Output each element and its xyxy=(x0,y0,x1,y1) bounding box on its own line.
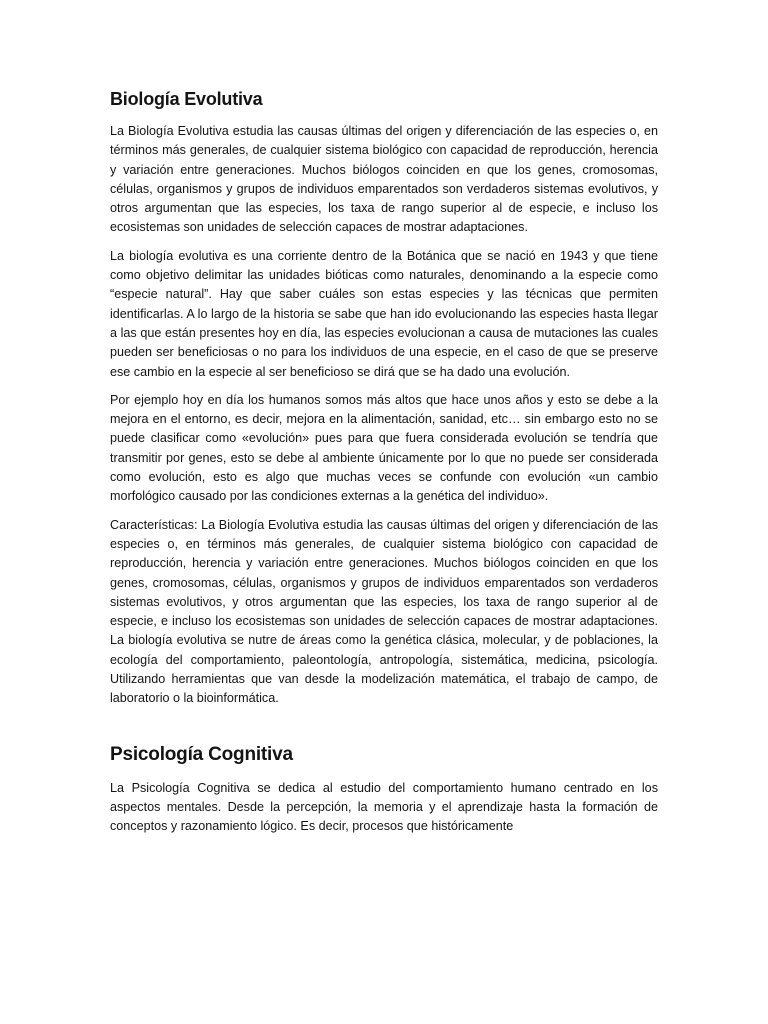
paragraph: La Biología Evolutiva estudia las causas últimas del origen y diferenciación de las especies o, en términos más generales, de cualquier sistema biológico con capacidad de reproducción, herencia y variación entre generaciones. Muchos biólogos coinciden en que los genes, cromosomas, células, organismos y grupos de individuos emparentados son verdaderos sistemas evolutivos, y otros argumentan que las especies, los taxa de rango superior al de especie, e incluso los ecosistemas son unidades de selección capaces de mostrar adaptaciones. xyxy=(110,124,658,235)
section-heading-psicologia-cognitiva: Psicología Cognitiva xyxy=(110,743,293,765)
paragraph: Por ejemplo hoy en día los humanos somos más altos que hace unos años y esto se debe a la mejora en el entorno, es decir, mejora en la alimentación, sanidad, etc… sin embargo esto no se puede clasificar como «evolución» pues para que fuera considerada evolución se tendría que transmitir por genes, esto se debe al ambiente únicamente por lo que no puede ser considerada como evolución, esto es algo que muchas veces se confunde con evolución «un cambio morfológico causado por las condiciones externas a la genética del individuo». xyxy=(110,392,658,504)
paragraph: Características: La Biología Evolutiva estudia las causas últimas del origen y diferenciación de las especies o, en términos más generales, de cualquier sistema biológico con capacidad de reproducción, herencia y variación entre generaciones. Muchos biólogos coinciden en que los genes, cromosomas, células, organismos y grupos de individuos emparentados son verdaderos sistemas evolutivos, y otros argumentan que las especies, los taxa de rango superior al de especie, e incluso los ecosistemas son unidades de selección capaces de mostrar adaptaciones. La biología evolutiva se nutre de áreas como la genética clásica, molecular, y de poblaciones, la ecología del comportamiento, paleontología, antropología, sistemática, medicina, psicología. Utilizando herramientas que van desde la modelización matemática, el trabajo de campo, de laboratorio o la bioinformática. xyxy=(110,517,658,706)
paragraph: La Psicología Cognitiva se dedica al estudio del comportamiento humano centrado en los aspectos mentales. Desde la percepción, la memoria y el aprendizaje hasta la formación de conceptos y razonamiento lógico. Es decir, procesos que históricamente xyxy=(110,780,658,834)
document-body xyxy=(110,86,658,846)
paragraph: La biología evolutiva es una corriente dentro de la Botánica que se nació en 1943 y que tiene como objetivo delimitar las unidades bióticas como naturales, denominando a la especie como “especie natural”. Hay que saber cuáles son estas especies y las técnicas que permiten identificarlas. A lo largo de la historia se sabe que han ido evolucionando las especies hasta llegar a las que están presentes hoy en día, las especies evolucionan a causa de mutaciones las cuales pueden ser beneficiosas o no para los individuos de una especie, en el caso de que se preserve ese cambio en la especie al ser beneficioso se dirá que se ha dado una evolución. xyxy=(110,248,658,379)
section-heading-biologia-evolutiva: Biología Evolutiva xyxy=(110,89,263,109)
